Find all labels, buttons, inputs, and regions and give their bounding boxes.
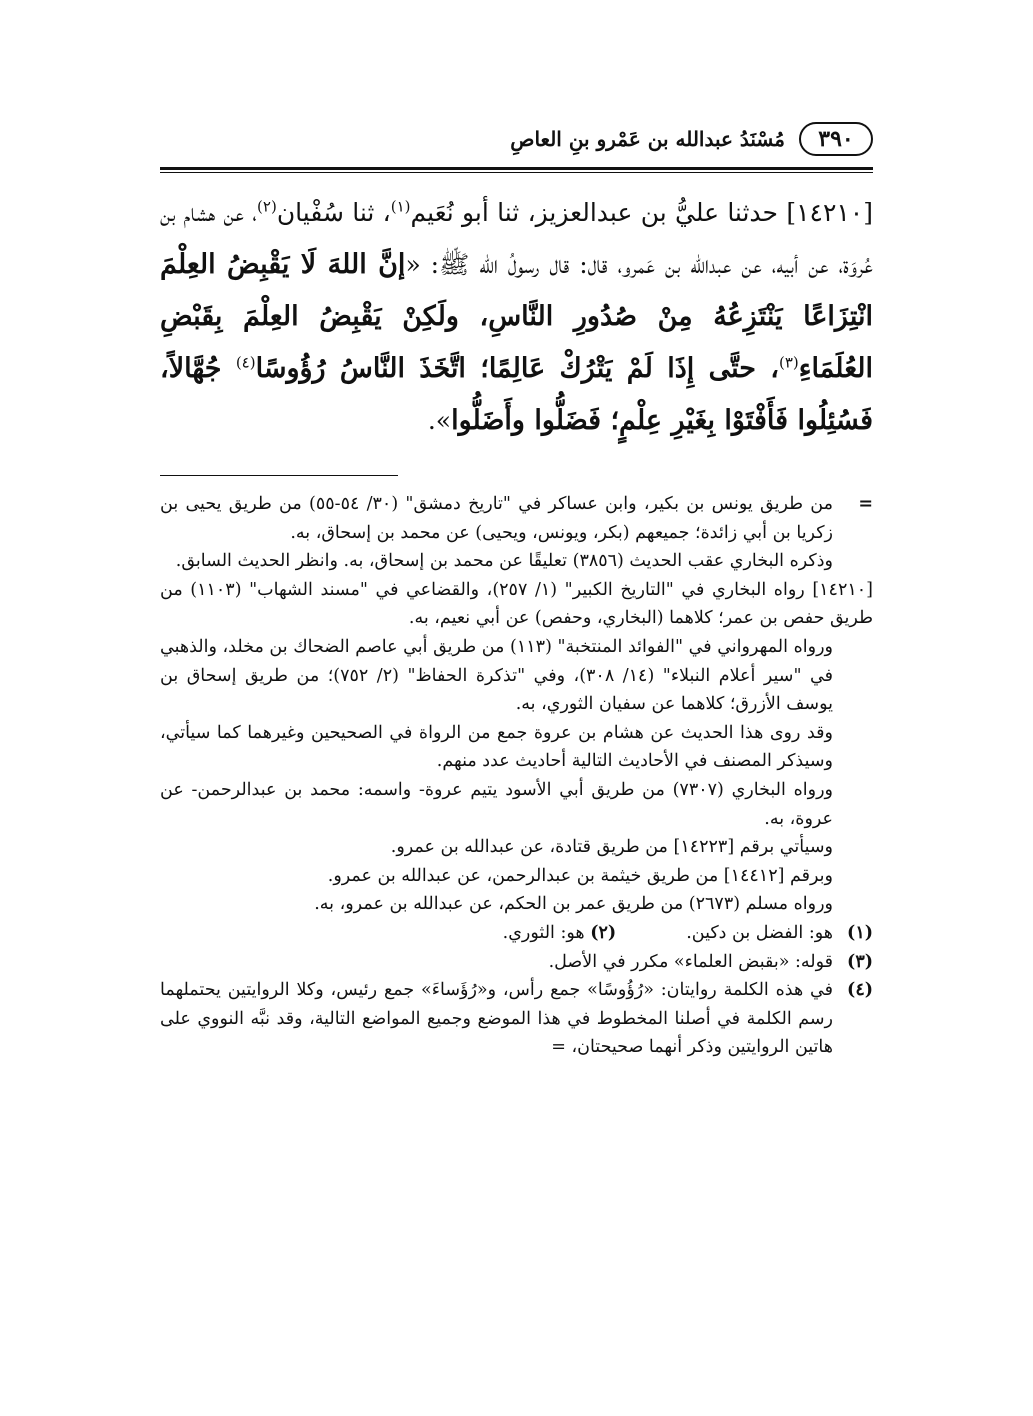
footnote-ref-4: (٤)	[235, 353, 256, 372]
hadith-text	[160, 187, 873, 447]
note-paragraph: ورواه البخاري (٧٣٠٧) من طريق أبي الأسود يتيم عروة- واسمه: محمد بن عبدالرحمن- عن عروة، به.	[160, 779, 833, 829]
running-title: مُسْنَدُ عبدالله بن عَمْرو بنِ العاصِ	[510, 127, 785, 151]
matn-part-3: جُهَّالاً، فَسُئِلُوا فَأَفْتَوْا بِغَيْرِ عِلْمٍ؛ فَضَلُّوا وأَضَلُّوا	[160, 353, 873, 436]
footnote-text-1: هو: الفضل بن دكين.	[686, 922, 833, 943]
page	[160, 115, 873, 1062]
hadith-number: [١٤٢١٠]	[786, 198, 873, 227]
note-continuation	[160, 490, 873, 576]
note-takhrij	[160, 576, 873, 919]
footnote-text-3: قوله: «بقبض العلماء» مكرر في الأصل.	[548, 951, 833, 972]
footnote-marker-3: (٣)	[847, 951, 873, 972]
note-paragraph: وبرقم [١٤٤١٢] من طريق خيثمة بن عبدالرحمن، عن عبدالله بن عمرو.	[327, 865, 833, 886]
footnote-text-4: في هذه الكلمة روايتان: «رُؤُوسًا» جمع رأس، و«رُؤَساءَ» جمع رئيس، وكلا الروايتين يحتملهما رسم الكلمة في أصلنا المخطوط في هذا الموضع وجميع المواضع التالية، وقد نبَّه النووي على هاتين الروايتين وذكر أنهما صحيحتان، =	[160, 980, 833, 1058]
note-paragraph: وذكره البخاري عقب الحديث (٣٨٥٦) تعليقًا عن محمد بن إسحاق، به. وانظر الحديث السابق.	[175, 551, 833, 572]
note-paragraph: وقد روى هذا الحديث عن هشام بن عروة جمع من الرواة في الصحيحين وغيرهما كما سيأتي، وسيذكر المصنف في الأحاديث التالية أحاديث عدد منهم.	[160, 722, 833, 772]
footnotes-1-2	[160, 919, 873, 948]
page-number: ٣٩٠	[799, 122, 873, 156]
isnad-part-3: ، عن هشام بن عُروَة، عن أبيه، عن عبدالله بن عَمرو، قال: قال رسولُ الله ﷺ: «	[160, 198, 873, 279]
footnote-ref-3: (٣)	[778, 353, 799, 372]
note-paragraph: ورواه مسلم (٢٦٧٣) من طريق عمر بن الحكم، عن عبدالله بن عمرو، به.	[314, 894, 833, 915]
isnad-part-2: ، ثنا سُفْيان	[276, 198, 391, 227]
matn-closing: ».	[427, 406, 452, 435]
footnote-marker-2: (٢)	[590, 922, 617, 943]
footnote-4	[160, 976, 873, 1062]
footnote-marker-4: (٤)	[847, 980, 873, 1001]
footnote-ref-1: (١)	[390, 197, 411, 216]
matn-part-1: إنَّ اللهَ لَا يَقْبِضُ العِلْمَ انْتِزَاعًا يَنْتَزِعُهُ مِنْ صُدُورِ النَّاسِ، ولَكِنْ يَقْبِضُ العِلْمَ بِقَبْضِ العُلَمَاءِ	[160, 249, 873, 384]
footnotes	[160, 490, 873, 1062]
header-rule	[160, 167, 873, 170]
note-paragraph: من طريق يونس بن بكير، وابن عساكر في "تاريخ دمشق" (٣٠/ ٥٤-٥٥) من طريق يحيى بن زكريا بن أبي زائدة؛ جميعهم (بكر، ويونس، ويحيى) عن محمد بن إسحاق، به.	[160, 494, 833, 543]
note-paragraph: [١٤٢١٠] رواه البخاري في "التاريخ الكبير" (١/ ٢٥٧)، والقضاعي في "مسند الشهاب" (١١٠٣) من طريق حفص بن عمر؛ كلاهما (البخاري، وحفص) عن أبي نعيم، به.	[160, 579, 873, 629]
page-header	[160, 115, 873, 163]
header-rule-thin	[160, 172, 873, 173]
note-paragraph: ورواه المهرواني في "الفوائد المنتخبة" (١١٣) من طريق أبي عاصم الضحاك بن مخلد، والذهبي في "سير أعلام النبلاء" (١٤/ ٣٠٨)، وفي "تذكرة الحفاظ" (٢/ ٧٥٢)؛ من طريق إسحاق بن يوسف الأزرق؛ كلاهما عن سفيان الثوري، به.	[160, 636, 833, 715]
footnote-divider	[160, 475, 398, 476]
takhrij-marker: [١٤٢١٠]	[812, 579, 873, 600]
isnad-part-1: حدثنا عليُّ بن عبدالعزيز، ثنا أبو نُعَيم	[410, 198, 787, 227]
footnote-ref-2: (٢)	[257, 197, 277, 216]
continuation-marker: =	[858, 494, 873, 514]
footnote-marker-1: (١)	[847, 922, 873, 943]
note-paragraph: وسيأتي برقم [١٤٢٢٣] من طريق قتادة، عن عبدالله بن عمرو.	[390, 837, 833, 858]
footnote-3	[160, 948, 873, 977]
footnote-text-2: هو: الثوري.	[502, 922, 585, 943]
matn-part-2: ، حتَّى إِذَا لَمْ يَتْرُكْ عَالِمًا؛ اتَّخَذَ النَّاسُ رُؤُوسًا	[255, 353, 779, 384]
footnote-2	[503, 919, 617, 948]
